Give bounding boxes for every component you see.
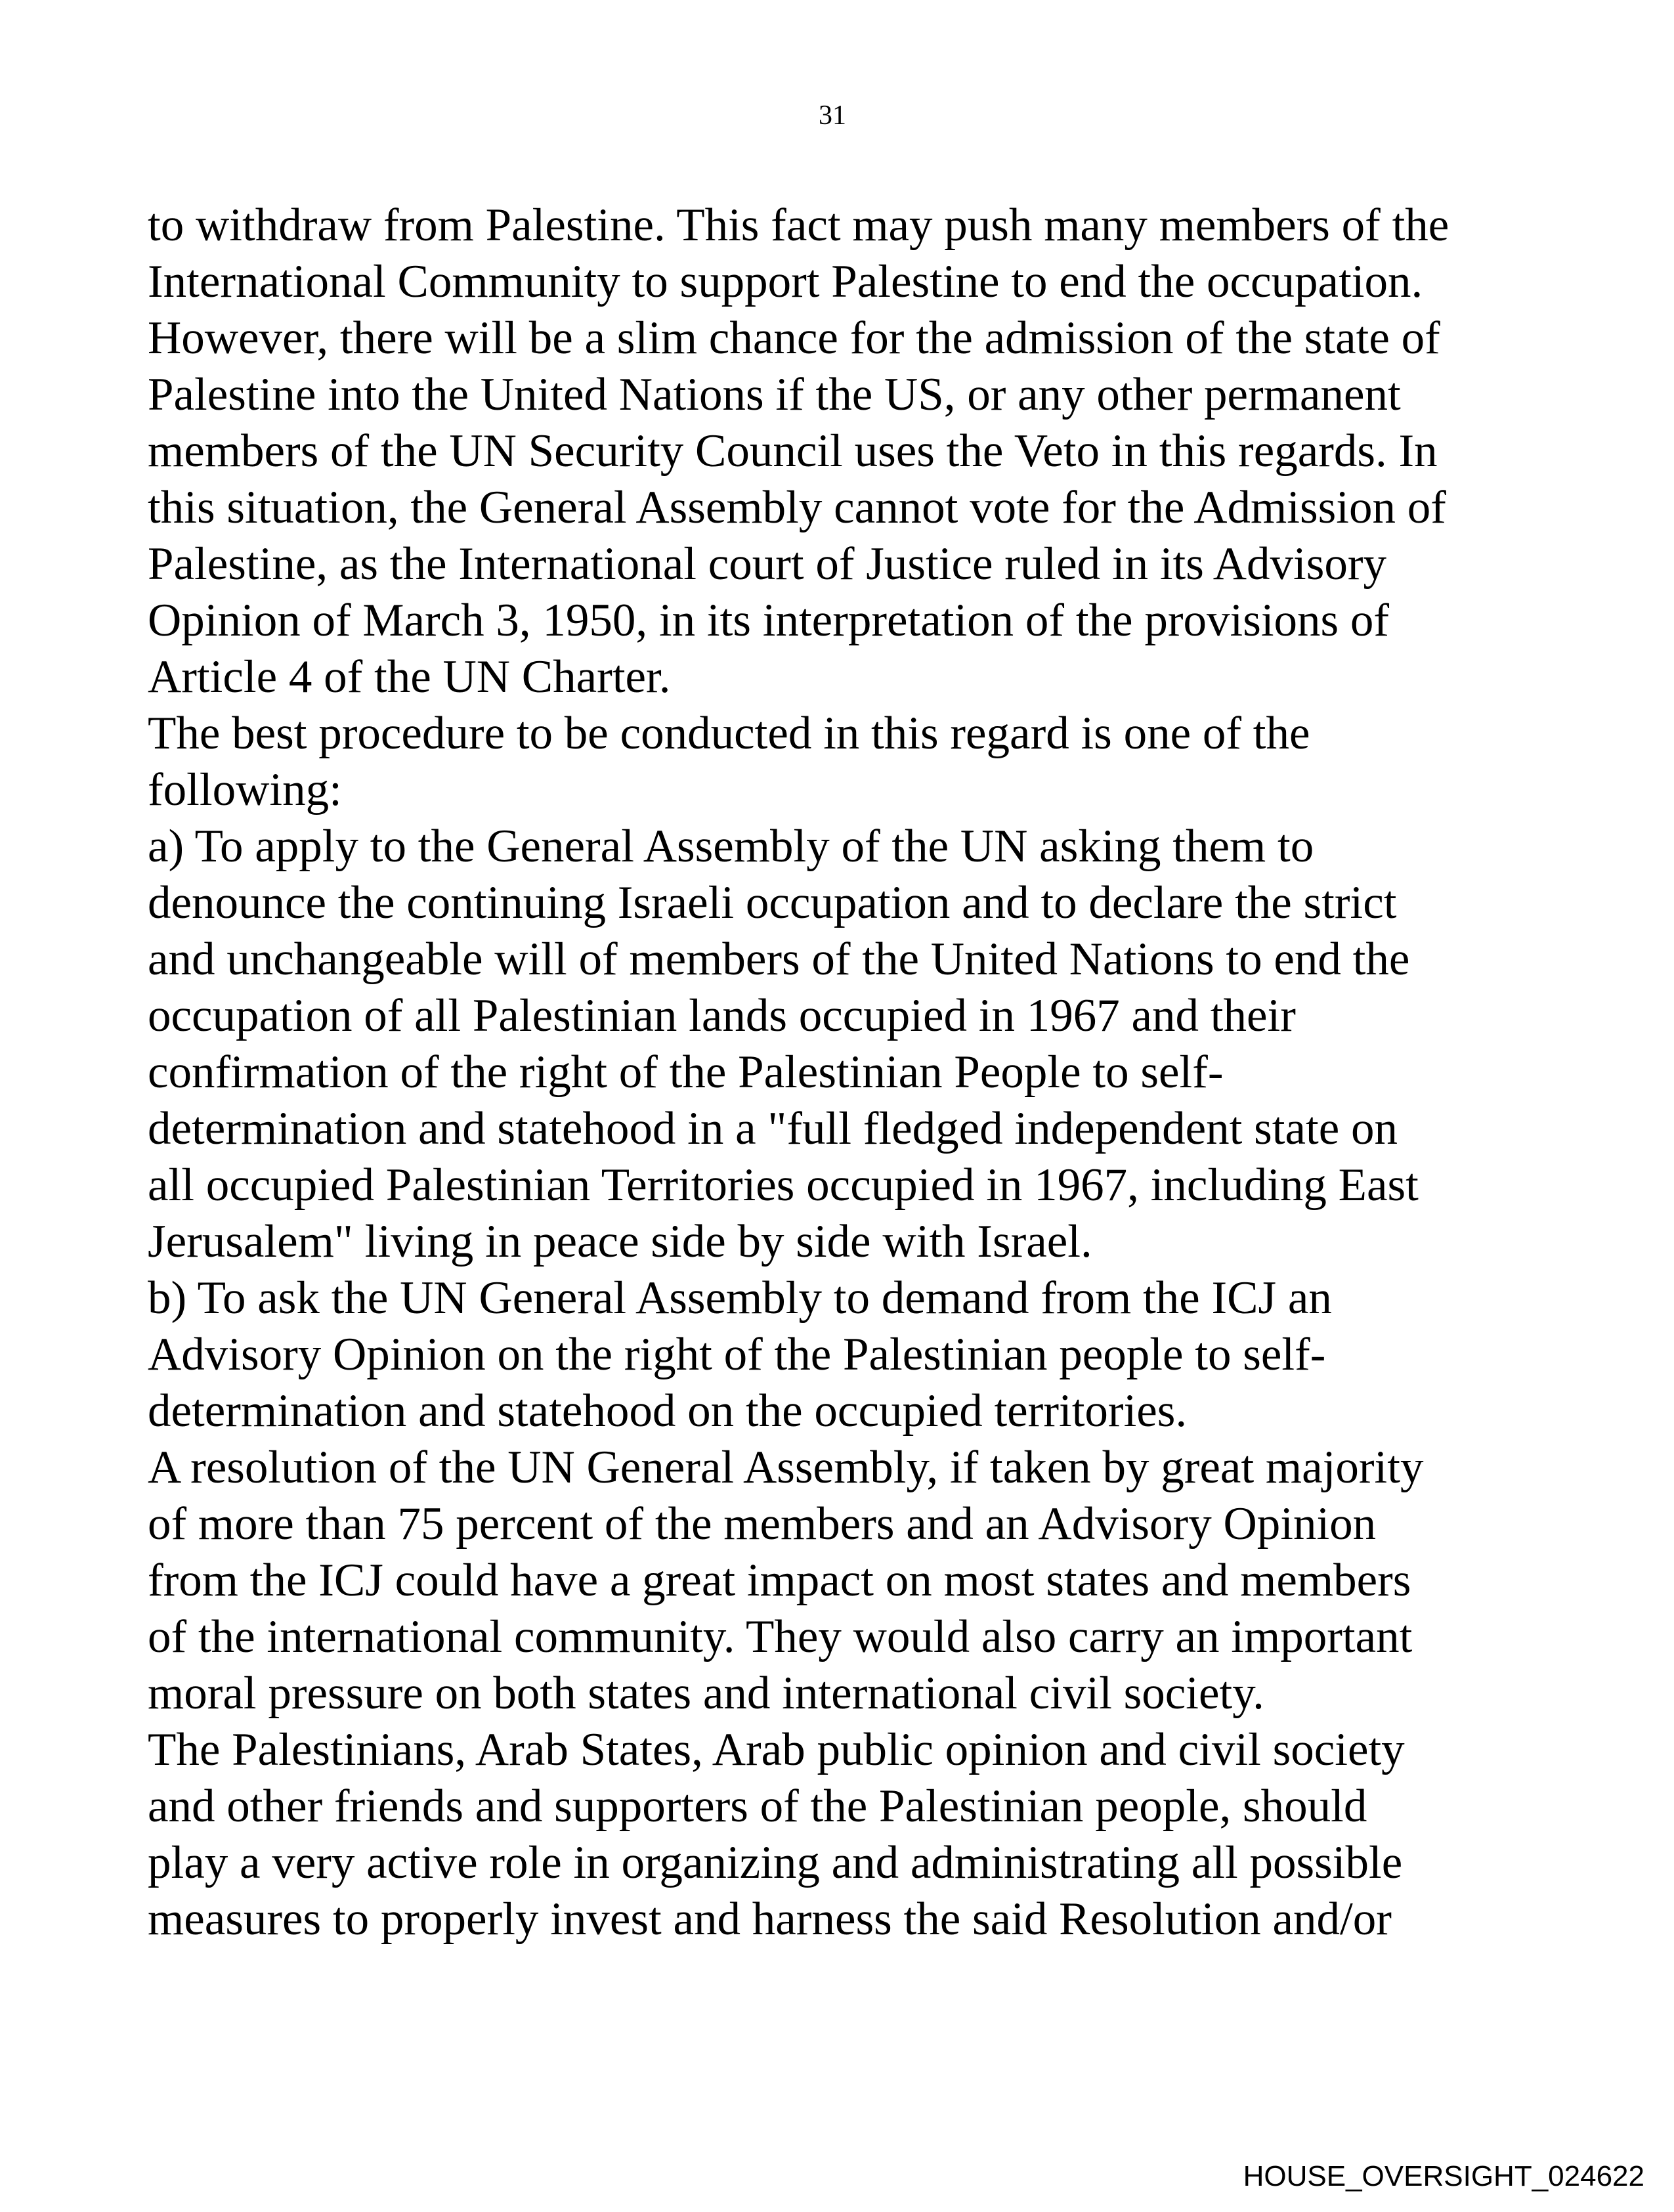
text-line: The best procedure to be conducted in this regard is one of the	[148, 708, 1310, 759]
text-line: to withdraw from Palestine. This fact may push many members of the	[148, 200, 1449, 251]
text-line: However, there will be a slim chance for the admission of the state of	[148, 313, 1440, 364]
text-line: and unchangeable will of members of the United Nations to end the	[148, 934, 1410, 985]
text-line: a) To apply to the General Assembly of the UN asking them to	[148, 821, 1314, 872]
text-line: of the international community. They would also carry an important	[148, 1611, 1413, 1662]
text-line: play a very active role in organizing and administrating all possible	[148, 1837, 1403, 1888]
text-line: confirmation of the right of the Palestinian People to self-	[148, 1047, 1224, 1098]
page-number: 31	[819, 100, 846, 131]
text-line: Palestine into the United Nations if the US, or any other permanent	[148, 369, 1401, 420]
text-line: Advisory Opinion on the right of the Palestinian people to self-	[148, 1329, 1326, 1380]
text-line: determination and statehood in a "full fledged independent state on	[148, 1103, 1398, 1154]
bates-stamp: HOUSE_OVERSIGHT_024622	[1243, 2160, 1644, 2192]
text-line: determination and statehood on the occupied territories.	[148, 1385, 1188, 1437]
text-line: Jerusalem" living in peace side by side with Israel.	[148, 1216, 1092, 1267]
text-line: this situation, the General Assembly cannot vote for the Admission of	[148, 482, 1446, 533]
text-line: Opinion of March 3, 1950, in its interpretation of the provisions of	[148, 595, 1390, 646]
text-line: The Palestinians, Arab States, Arab public opinion and civil society	[148, 1724, 1405, 1775]
body-text	[148, 197, 1449, 1947]
text-line: Palestine, as the International court of Justice ruled in its Advisory	[148, 538, 1387, 590]
text-line: following:	[148, 764, 342, 815]
text-line: A resolution of the UN General Assembly, if taken by great majority	[148, 1442, 1424, 1493]
text-line: all occupied Palestinian Territories occupied in 1967, including East	[148, 1160, 1419, 1211]
text-line: Article 4 of the UN Charter.	[148, 651, 671, 703]
text-line: members of the UN Security Council uses the Veto in this regards. In	[148, 425, 1438, 477]
text-line: denounce the continuing Israeli occupation and to declare the strict	[148, 877, 1397, 928]
text-line: from the ICJ could have a great impact on most states and members	[148, 1555, 1411, 1606]
text-line: and other friends and supporters of the Palestinian people, should	[148, 1781, 1367, 1832]
text-line: International Community to support Palestine to end the occupation.	[148, 256, 1423, 307]
text-line: moral pressure on both states and international civil society.	[148, 1668, 1264, 1719]
text-line: of more than 75 percent of the members and an Advisory Opinion	[148, 1498, 1377, 1550]
text-line: b) To ask the UN General Assembly to demand from the ICJ an	[148, 1272, 1332, 1324]
text-line: measures to properly invest and harness the said Resolution and/or	[148, 1894, 1392, 1945]
text-line: occupation of all Palestinian lands occupied in 1967 and their	[148, 990, 1296, 1041]
